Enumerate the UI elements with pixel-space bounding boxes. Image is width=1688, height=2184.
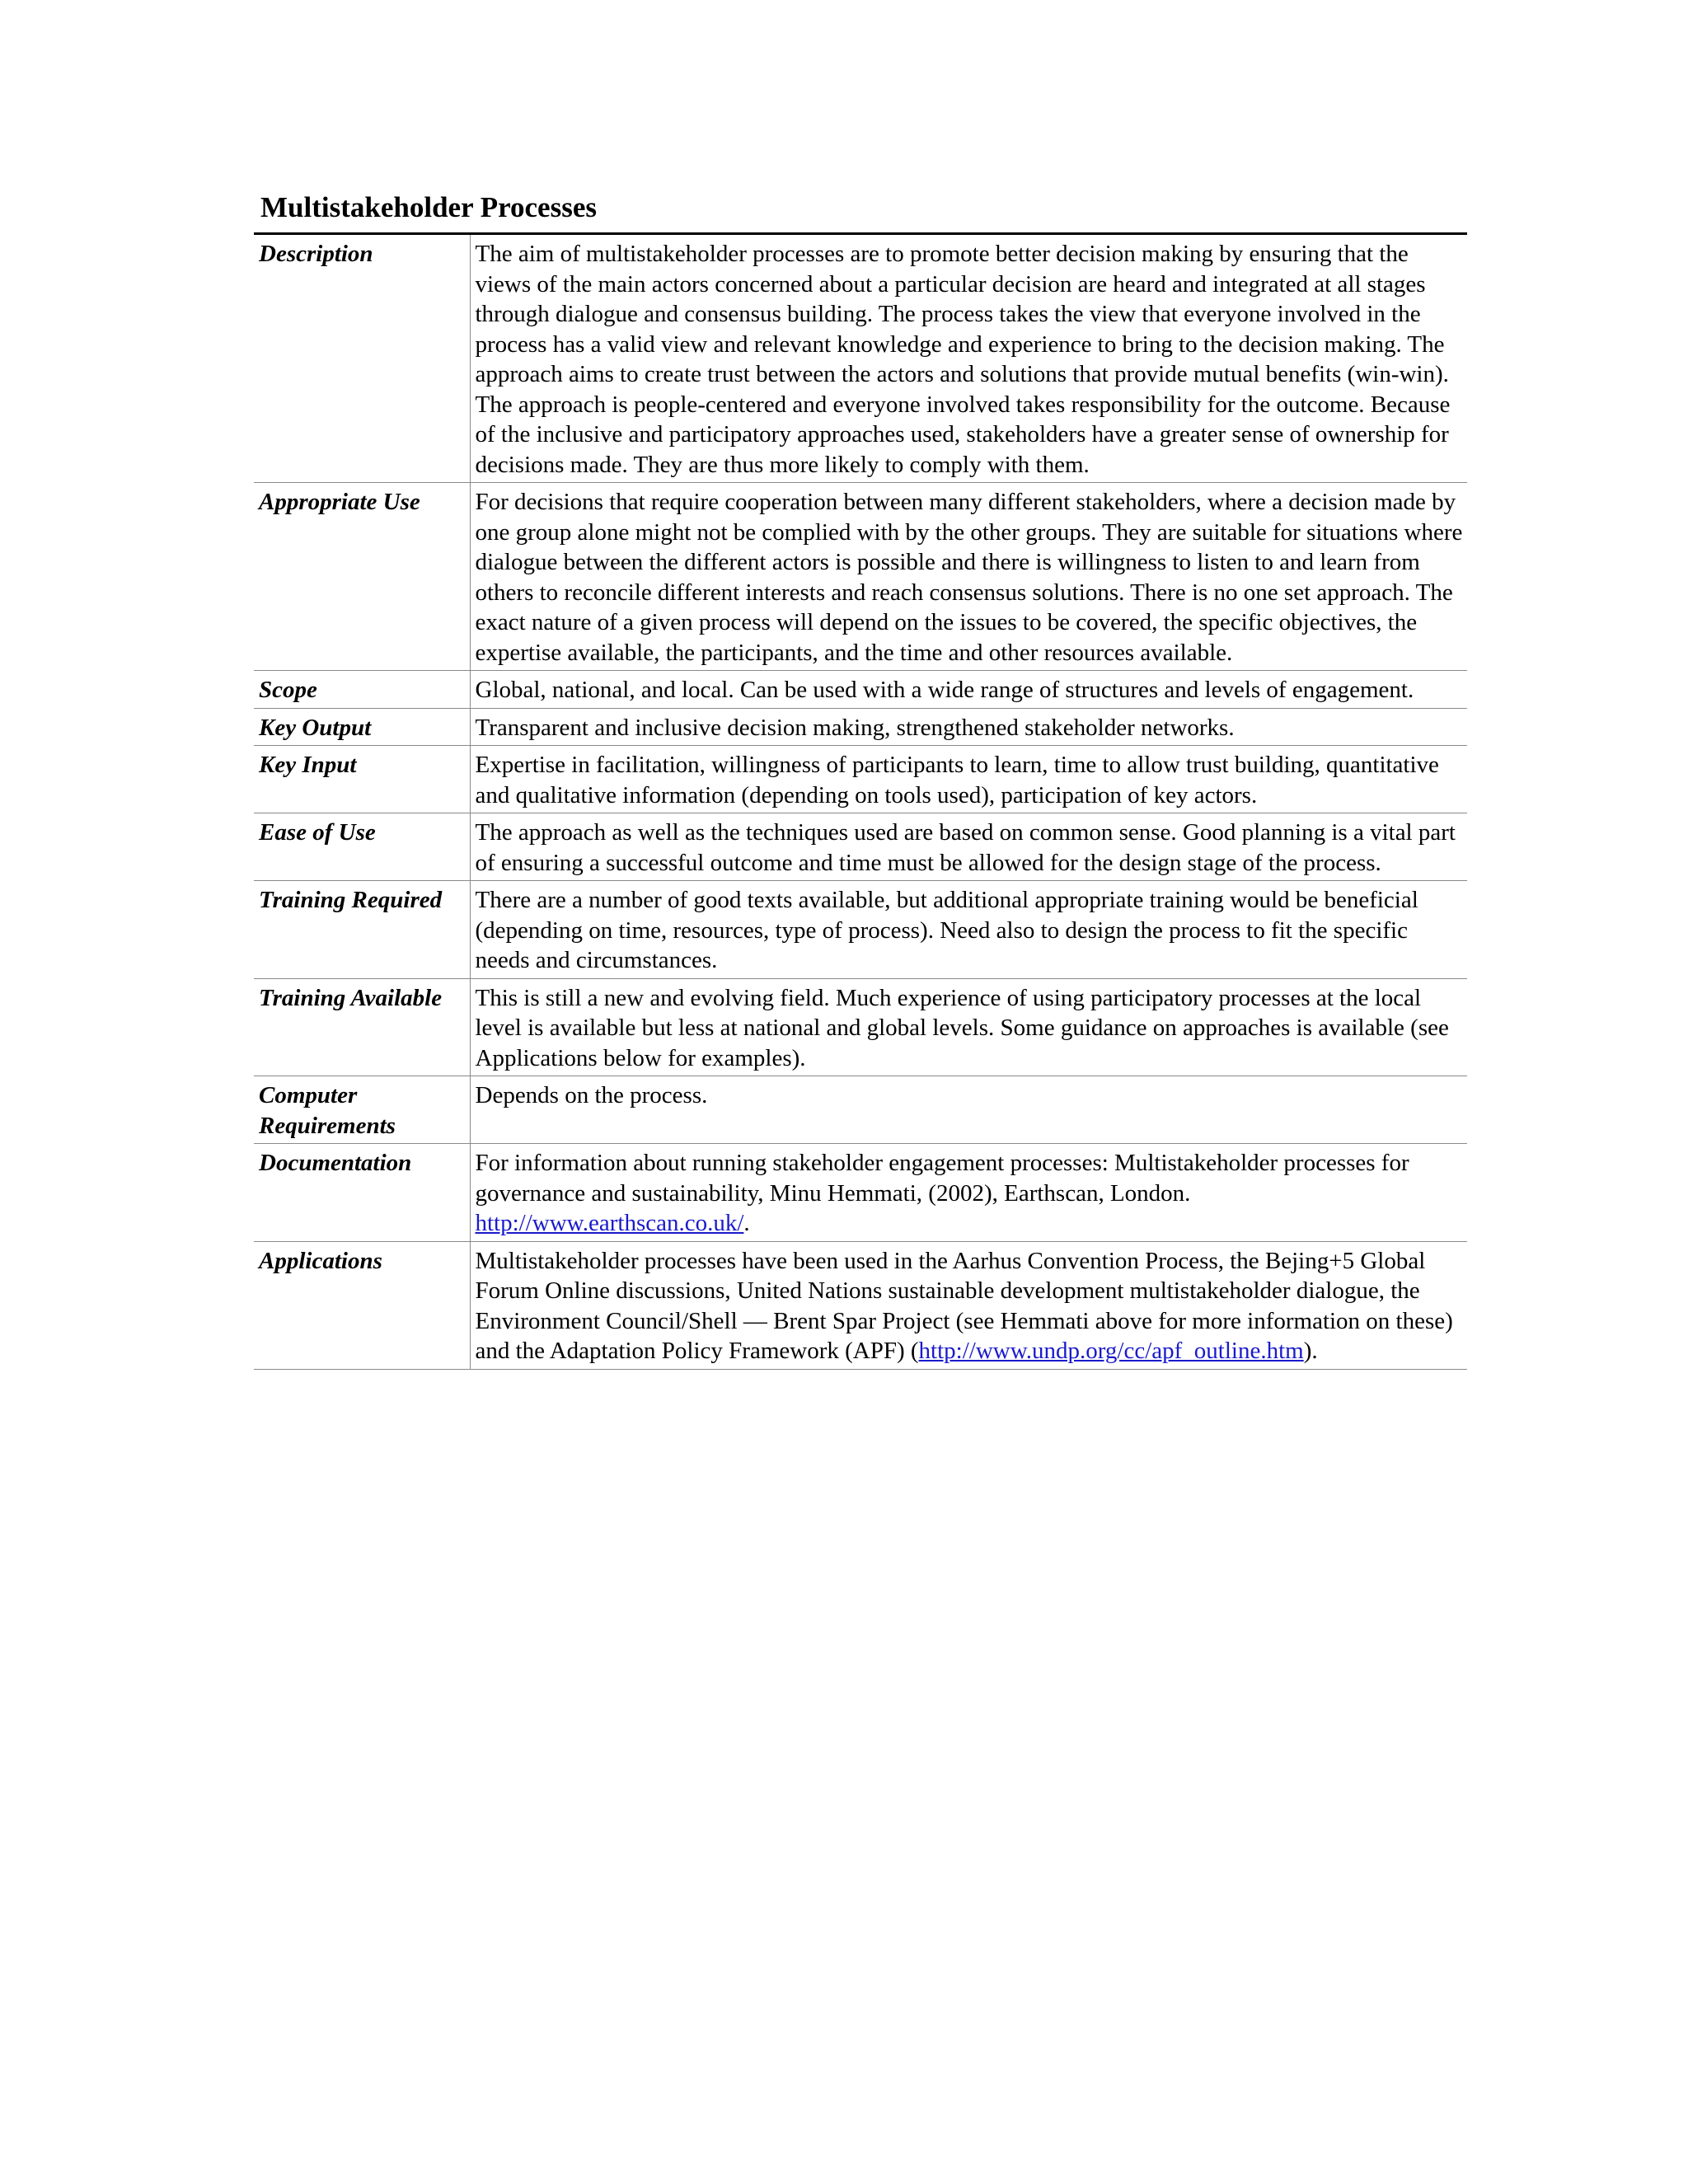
row-text: The aim of multistakeholder processes are to promote better decision making by ensuring that the views of the main actors concerned about a particular decision are heard and integrated at all stages through dialogue and consensus building. The process takes the view that everyone involved in the process has a valid view and relevant knowledge and experience to bring to the decision making. The approach aims to create trust between the actors and solutions that provide mutual benefits (win-win). The approach is people-centered and everyone involved takes responsibility for the outcome. Because of the inclusive and participatory approaches used, stakeholders have a greater sense of ownership for decisions made. They are thus more likely to comply with them. <box>470 234 1467 483</box>
row-label: Training Required <box>254 881 470 979</box>
row-text-body: For information about running stakeholder engagement processes: Multistakeholder processes for governance and sustainability, Minu Hemmati, (2002), Earthscan, London. <box>475 1150 1409 1207</box>
row-label: Key Output <box>254 708 470 746</box>
method-table <box>254 232 1467 1370</box>
table-row <box>254 1076 1467 1144</box>
undp-apf-link[interactable]: http://www.undp.org/cc/apf_outline.htm <box>918 1338 1304 1364</box>
row-label: Applications <box>254 1241 470 1369</box>
row-label: Training Available <box>254 978 470 1076</box>
table-row <box>254 708 1467 746</box>
row-text <box>470 1241 1467 1369</box>
table-row <box>254 483 1467 671</box>
row-text: Depends on the process. <box>470 1076 1467 1144</box>
row-text: This is still a new and evolving field. Much experience of using participatory processes at the local level is available but less at national and global levels. Some guidance on approaches is available (see Applications below for examples). <box>470 978 1467 1076</box>
row-text-body: Multistakeholder processes have been used in the Aarhus Convention Process, the Bejing+5 Global Forum Online discussions, United Nations sustainable development multistakeholder dialogue, the Environment Council/Shell — Brent Spar Project (see Hemmati above for more information on these) and the Adaptation Policy Framework (APF) <box>475 1247 1453 1364</box>
row-text: Expertise in facilitation, willingness of participants to learn, time to allow trust building, quantitative and qualitative information (depending on tools used), participation of key actors. <box>470 746 1467 813</box>
row-text: For decisions that require cooperation between many different stakeholders, where a decision made by one group alone might not be complied with by the other groups. They are suitable for situations where dialogue between the different actors is possible and there is willingness to listen to and learn from others to reconcile different interests and reach consensus solutions. There is no one set approach. The exact nature of a given process will depend on the issues to be covered, the specific objectives, the expertise available, the participants, and the time and other resources available. <box>470 483 1467 671</box>
link-suffix: ). <box>1303 1338 1318 1364</box>
row-label: Scope <box>254 671 470 709</box>
earthscan-link[interactable]: http://www.earthscan.co.uk/ <box>475 1210 744 1236</box>
page-title: Multistakeholder Processes <box>260 191 597 223</box>
row-label: Key Input <box>254 746 470 813</box>
row-label: Ease of Use <box>254 813 470 881</box>
link-prefix: ( <box>910 1338 919 1364</box>
document-page <box>254 186 1467 1370</box>
table-row <box>254 1144 1467 1242</box>
row-label: Appropriate Use <box>254 483 470 671</box>
link-suffix: . <box>743 1210 750 1236</box>
table-row <box>254 881 1467 979</box>
row-text <box>470 1144 1467 1242</box>
table-row <box>254 671 1467 709</box>
row-text: Transparent and inclusive decision making, strengthened stakeholder networks. <box>470 708 1467 746</box>
table-row <box>254 978 1467 1076</box>
row-text: Global, national, and local. Can be used with a wide range of structures and levels of engagement. <box>470 671 1467 709</box>
row-text: There are a number of good texts available, but additional appropriate training would be beneficial (depending on time, resources, type of process). Need also to design the process to fit the specific needs and circumstances. <box>470 881 1467 979</box>
table-row <box>254 746 1467 813</box>
table-row <box>254 234 1467 483</box>
row-text: The approach as well as the techniques used are based on common sense. Good planning is a vital part of ensuring a successful outcome and time must be allowed for the design stage of the process. <box>470 813 1467 881</box>
row-label: Documentation <box>254 1144 470 1242</box>
row-label: Description <box>254 234 470 483</box>
table-row <box>254 813 1467 881</box>
row-label: Computer Requirements <box>254 1076 470 1144</box>
table-row <box>254 1241 1467 1369</box>
